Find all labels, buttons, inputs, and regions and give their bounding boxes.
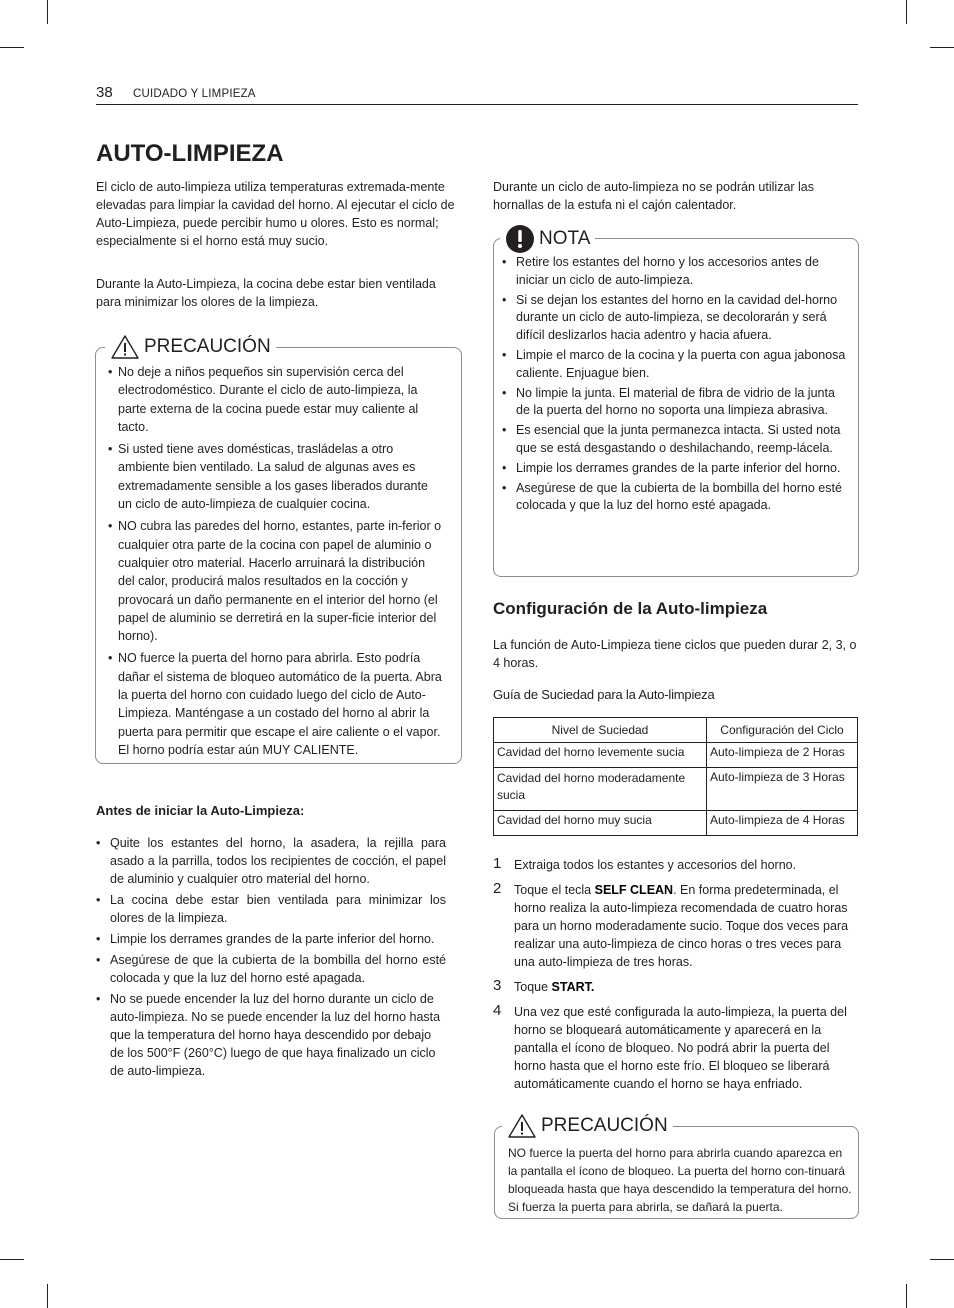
caution-label: PRECAUCIÓN [541, 1115, 668, 1136]
list-item: • Retire los estantes del horno y los accesorios antes de iniciar un ciclo de auto-limpieza. [494, 254, 850, 290]
step-item [493, 881, 859, 971]
burners-paragraph: Durante un ciclo de auto-limpieza no se podrán utilizar las hornallas de la estufa ni el cajón calentador. [493, 180, 815, 212]
step-number: 1 [493, 855, 502, 872]
crop-mark [47, 1284, 48, 1308]
left-intro [96, 178, 462, 250]
crop-mark [0, 47, 24, 48]
config-title: Configuración de la Auto-limpieza [493, 599, 768, 618]
list-item: • No limpie la junta. El material de fibra de vidrio de la junta de la puerta del horno no soporta una limpieza abrasiva. [494, 385, 850, 421]
step-item [493, 978, 859, 996]
caution-paragraph: NO fuerce la puerta del horno para abrirla cuando aparezca en la pantalla el ícono de bloqueo. La puerta del horno con-tinuará bloqueada hasta que haya descendido la temperatura del horno. Si fuerza la puerta para abrirla, se dañará la puerta. [508, 1146, 852, 1214]
step-text: Toque [514, 980, 552, 994]
crop-mark [906, 0, 907, 24]
caution-heading [502, 1113, 673, 1139]
exclamation-icon [505, 224, 535, 254]
table-cell: Auto-limpieza de 3 Horas [707, 768, 858, 811]
list-item: • No deje a niños pequeños sin supervisión cerca del electrodoméstico. Durante el ciclo de auto-limpieza, la parte externa de la cocina puede estar muy caliente al tacto. [108, 363, 442, 436]
step-number: 3 [493, 977, 502, 994]
step-text: Extraiga todos los estantes y accesorios del horno. [514, 858, 797, 872]
caution-box-left [95, 336, 462, 764]
list-item: • NO cubra las paredes del horno, estantes, parte in-ferior o cualquier otra parte de la cocina con papel de aluminio o cualquier otro material. Hacerlo arruinará la distribución del calor, producirá malos resultados en la cocción y provocará un daño permanente en el interior del horno (el papel de aluminio se derretirá en la super-ficie interior del horno). [108, 517, 442, 645]
crop-mark [0, 1259, 24, 1260]
caution-label: PRECAUCIÓN [144, 336, 271, 357]
list-item: • Es esencial que la junta permanezca intacta. Si usted nota que se está desgastando o deshilachando, reemp-lácela. [494, 422, 850, 458]
column-header: Configuración del Ciclo [707, 718, 858, 743]
soil-level-table [493, 717, 858, 836]
note-box [493, 228, 859, 577]
crop-mark [906, 1284, 907, 1308]
list-item: • Limpie el marco de la cocina y la puerta con agua jabonosa caliente. Enjuague bien. [494, 347, 850, 383]
table-row [494, 811, 858, 836]
table-cell: Cavidad del horno levemente sucia [494, 743, 707, 768]
right-intro [493, 178, 859, 214]
table-cell: Auto-limpieza de 2 Horas [707, 743, 858, 768]
guide-title: Guía de Suciedad para la Auto-limpieza [493, 687, 715, 702]
caution-heading [105, 334, 276, 360]
table-header-row [494, 718, 858, 743]
table-row [494, 768, 858, 811]
note-heading [500, 224, 595, 254]
list-item: • No se puede encender la luz del horno durante un ciclo de auto-limpieza. No se puede encender la luz del horno hasta que la temperatura del horno haya descendido por debajo de los 500°F (260°C) luego de que haya finalizado un ciclo de auto-limpieza. [96, 990, 446, 1080]
steps-list [493, 856, 859, 1100]
before-start-title: Antes de iniciar la Auto-Limpieza: [96, 803, 305, 818]
caution-list [108, 363, 442, 759]
warning-icon [110, 334, 140, 360]
step-text: . En forma predeterminada, el horno realiza la auto-limpieza recomendada de cuatro horas para un horno moderadamente sucio. Toque dos veces para realizar una auto-limpieza de cinco horas o tres veces para una auto-limpieza de tres horas. [514, 883, 849, 969]
intro-paragraph: El ciclo de auto-limpieza utiliza temperaturas extremada-mente elevadas para limpiar la cavidad del horno. Al ejecutar el ciclo de Auto-Limpieza, puede percibir humo u olores. Esto es normal; especialmente si el horno está muy sucio. [96, 180, 455, 248]
list-item: • NO fuerce la puerta del horno para abrirla. Esto podría dañar el sistema de bloqueo automático de la puerta. Abra la puerta del horno con cuidado luego del ciclo de Auto-Limpieza. Manténgase a un costado del horno al abrir la puerta para permitir que escape el aire caliente o el vapor. El horno podría estar aún MUY CALIENTE. [108, 649, 442, 759]
crop-mark [930, 47, 954, 48]
ventilation-paragraph: Durante la Auto-Limpieza, la cocina debe estar bien ventilada para minimizar los olores de la limpieza. [96, 277, 436, 309]
list-item: • Si usted tiene aves domésticas, trasládelas a otro ambiente bien ventilado. La salud de algunas aves es extremadamente sensible a los gases liberados durante un ciclo de auto-limpieza de cualquier cocina. [108, 440, 442, 513]
column-header: Nivel de Suciedad [494, 718, 707, 743]
table-row [494, 743, 858, 768]
caution-text [508, 1144, 852, 1216]
before-start-section [96, 834, 446, 1083]
list-item: • Asegúrese de que la cubierta de la bombilla del horno esté colocada y que la luz del horno esté apagada. [494, 480, 850, 516]
page-number: 38 [96, 84, 113, 101]
key-label-self-clean: SELF CLEAN [594, 883, 674, 897]
caution-box-right [494, 1115, 859, 1219]
config-paragraph: La función de Auto-Limpieza tiene ciclos que pueden durar 2, 3, o 4 horas. [493, 638, 857, 670]
page-header [96, 84, 858, 105]
step-item [493, 856, 859, 874]
section-label: CUIDADO Y LIMPIEZA [133, 88, 256, 100]
left-ventilation [96, 275, 462, 311]
page-title: AUTO-LIMPIEZA [96, 140, 284, 167]
step-text: Una vez que esté configurada la auto-limpieza, la puerta del horno se bloqueará automáticamente y aparecerá en la pantalla el ícono de bloqueo. No podrá abrir la puerta del horno hasta que el horno este frío. El bloqueo se liberará automáticamente cuando el horno se haya enfriado. [514, 1005, 847, 1091]
before-start-list [96, 834, 446, 1080]
list-item: • Limpie los derrames grandes de la parte inferior del horno. [494, 460, 850, 478]
list-item: • Limpie los derrames grandes de la parte inferior del horno. [96, 930, 446, 948]
note-label: NOTA [539, 228, 591, 249]
list-item: • Asegúrese de que la cubierta de la bombilla del horno esté colocada y que la luz del horno esté apagada. [96, 951, 446, 987]
table-cell: Cavidad del horno moderadamente sucia [494, 768, 707, 811]
step-number: 4 [493, 1002, 502, 1019]
note-list [494, 254, 850, 515]
step-text: Toque el tecla [514, 883, 595, 897]
step-item [493, 1003, 859, 1093]
crop-mark [47, 0, 48, 24]
list-item: • Si se dejan los estantes del horno en la cavidad del-horno durante un ciclo de auto-limpieza, se decolorarán y será difícil deslizarlos hacia adentro y hacia afuera. [494, 292, 850, 345]
table-cell: Cavidad del horno muy sucia [494, 811, 707, 836]
list-item: • Quite los estantes del horno, la asadera, la rejilla para asado a la parrilla, todos los recipientes de cocción, el papel de aluminio y cualquier otro material del horno. [96, 834, 446, 888]
table-cell: Auto-limpieza de 4 Horas [707, 811, 858, 836]
list-item: • La cocina debe estar bien ventilada para minimizar los olores de la limpieza. [96, 891, 446, 927]
warning-icon [507, 1113, 537, 1139]
step-number: 2 [493, 880, 502, 897]
crop-mark [930, 1259, 954, 1260]
config-intro [493, 636, 859, 672]
key-label-start: START. [551, 980, 595, 994]
